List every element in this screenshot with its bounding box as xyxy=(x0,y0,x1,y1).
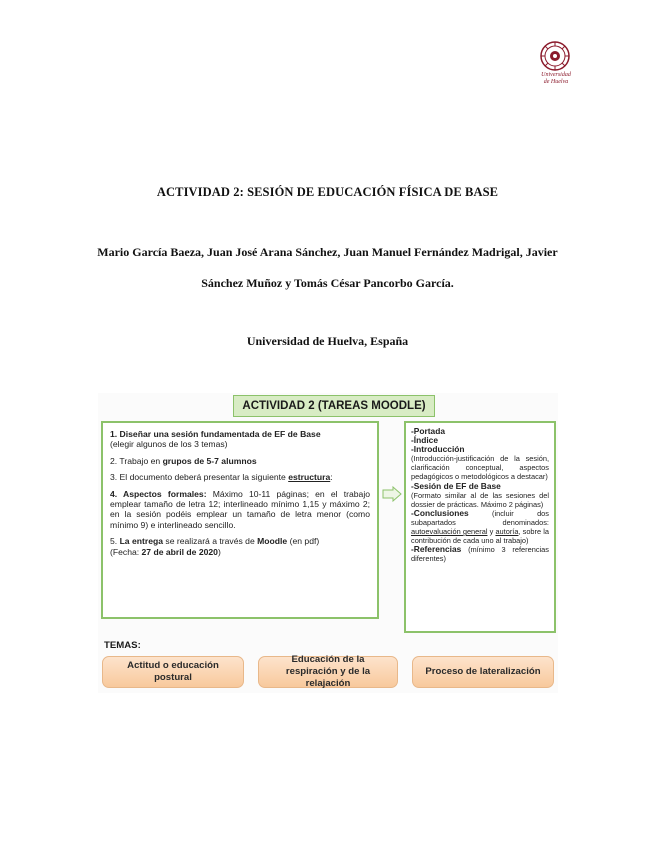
authors-line-2: Sánchez Muñoz y Tomás César Pancorbo García. xyxy=(201,276,454,290)
instruction-5-text: se realizará a través de xyxy=(163,536,258,547)
instruction-3-underline: estructura xyxy=(288,472,331,483)
structure-conclusiones-line xyxy=(411,509,549,545)
instruction-2-bold: grupos de 5-7 alumnos xyxy=(162,455,257,466)
university-seal-icon xyxy=(536,40,574,74)
authors-line-1: Mario García Baeza, Juan José Arana Sánchez, Juan Manuel Fernández Madrigal, Javier xyxy=(97,245,558,259)
structure-introduccion: -Introducción xyxy=(411,444,465,455)
instruction-2-text: 2. Trabajo en xyxy=(110,455,163,466)
affiliation: Universidad de Huelva, España xyxy=(246,334,409,348)
structure-referencias-line xyxy=(411,545,549,563)
tema-postural: Actitud o educación postural xyxy=(102,656,244,688)
instruction-3-colon: : xyxy=(330,472,333,483)
instruction-1-sub: (elegir algunos de los 3 temas) xyxy=(110,439,228,450)
temas-label: TEMAS: xyxy=(104,640,141,651)
instruction-3-text: 3. El documento deberá presentar la siguiente xyxy=(110,472,289,483)
activity-figure xyxy=(98,393,558,693)
instruction-5-date: 27 de abril de 2020 xyxy=(141,546,218,557)
conclusiones-desc-post: , sobre la contribución de cada uno al trabajo) xyxy=(411,527,549,546)
instruction-1-bold: 1. Diseñar una sesión fundamentada de EF de Base xyxy=(110,429,321,439)
instruction-5-date-label: (Fecha: xyxy=(110,546,142,557)
instruction-4-text: Máximo 10-11 páginas; en el trabajo emplear tamaño de letra 12; interlineado mínimo 1,15 y máximo 2; en la sesión podéis emplear un tamaño de letra menor (como mínimo 9) e interlineado sencillo. xyxy=(110,488,371,530)
structure-indice: -Índice xyxy=(411,435,438,446)
structure-portada: -Portada xyxy=(411,426,445,436)
university-logo xyxy=(536,40,574,96)
instruction-3 xyxy=(110,472,370,482)
tema-respiracion: Educación de la respiración y de la relajación xyxy=(258,656,398,688)
logo-text xyxy=(536,72,576,86)
instruction-4 xyxy=(110,489,370,531)
tema-lateralizacion: Proceso de lateralización xyxy=(412,656,554,688)
structure-conclusiones: -Conclusiones xyxy=(411,507,469,518)
instruction-5-num: 5. xyxy=(110,536,120,547)
structure-introduccion-desc: (Introducción-justificación de la sesión, clarificación conceptual, aspectos pedagógicos o metodológicos a destacar) xyxy=(411,454,549,482)
instructions-box xyxy=(101,421,379,619)
figure-header: ACTIVIDAD 2 (TAREAS MOODLE) xyxy=(233,395,435,417)
logo-line-1: Universidad xyxy=(541,72,571,78)
instruction-2 xyxy=(110,456,370,466)
instruction-5-moodle: Moodle xyxy=(257,536,288,547)
arrow-right-icon xyxy=(382,486,402,502)
instruction-5-bold: La entrega xyxy=(119,536,164,547)
conclusiones-desc-pre: (incluir dos subapartados denominados: xyxy=(411,508,549,527)
instruction-5-pdf: (en pdf) xyxy=(287,536,320,547)
structure-sesion-desc: (Formato similar al de las sesiones del dossier de prácticas. Máximo 2 páginas) xyxy=(411,490,549,509)
structure-box xyxy=(404,421,556,633)
referencias-desc: (mínimo 3 referencias diferentes) xyxy=(411,545,549,564)
instruction-4-bold: 4. Aspectos formales: xyxy=(110,488,207,499)
logo-line-2: de Huelva xyxy=(543,79,569,85)
instruction-1 xyxy=(110,429,370,450)
instruction-5-close: ) xyxy=(217,546,221,557)
conclusiones-autoria: autoría xyxy=(495,527,519,537)
structure-referencias: -Referencias xyxy=(411,544,462,555)
conclusiones-autoevaluacion: autoevaluación general xyxy=(411,527,488,537)
conclusiones-desc-mid: y xyxy=(487,527,496,537)
structure-sesion: -Sesión de EF de Base xyxy=(411,480,501,491)
document-title: ACTIVIDAD 2: SESIÓN DE EDUCACIÓN FÍSICA DE BASE xyxy=(156,185,499,199)
instruction-5 xyxy=(110,536,370,557)
